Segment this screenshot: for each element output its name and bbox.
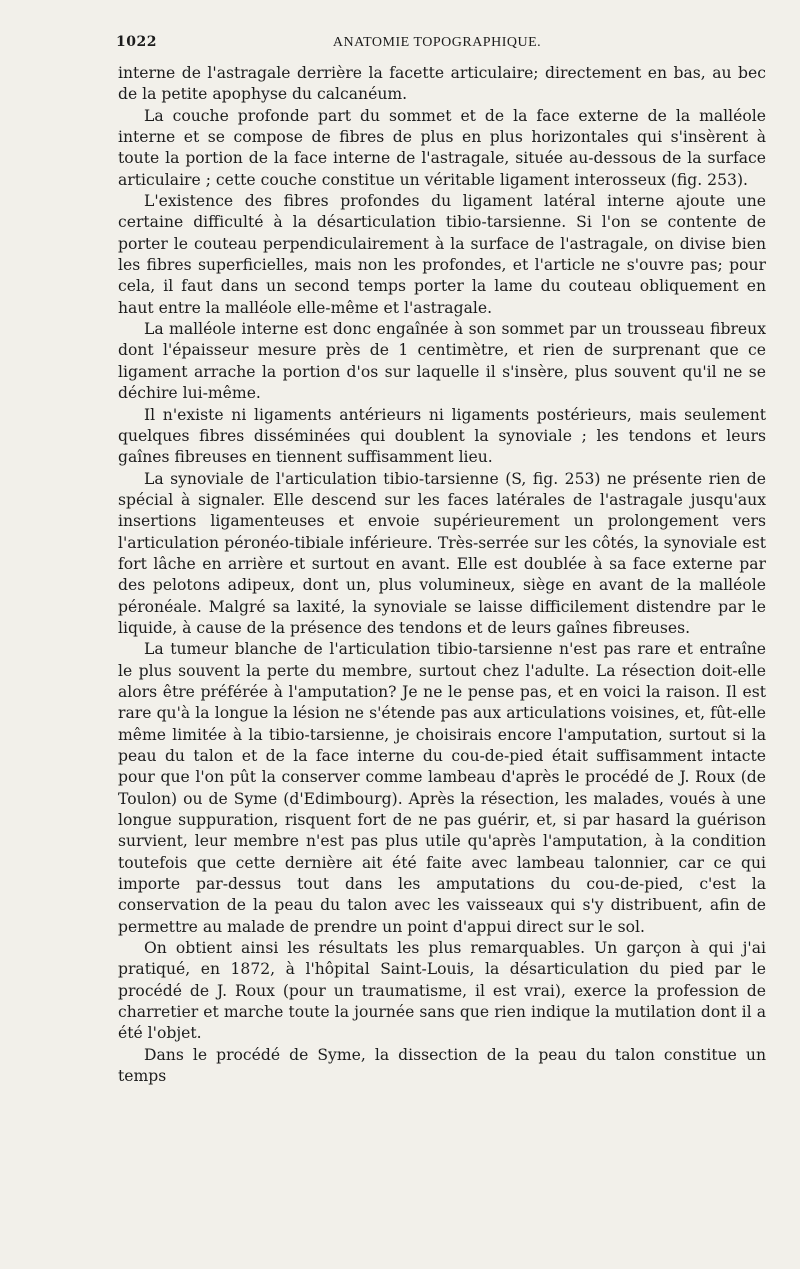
body-text (118, 63, 766, 1088)
paragraph: La tumeur blanche de l'articulation tibio-tarsienne n'est pas rare et entraîne le plus souvent la perte du membre, surtout chez l'adulte. La résection doit-elle alors être préférée à l'amputation? Je ne le pense pas, et en voici la raison. Il est rare qu'à la longue la lésion ne s'étende pas aux articulations voisines, et, fût-elle même limitée à la tibio-tarsienne, je choisirais encore l'amputation, surtout si la peau du talon et de la face interne du cou-de-pied était suffisamment intacte pour que l'on pût la conserver comme lambeau d'après le procédé de J. Roux (de Toulon) ou de Syme (d'Edimbourg). Après la résection, les malades, voués à une longue suppuration, risquent fort de ne pas guérir, et, si par hasard la guérison survient, leur membre n'est pas plus utile qu'après l'amputation, à la condition toutefois que cette dernière ait été faite avec lambeau talonnier, car ce qui importe par-dessus tout dans les amputations du cou-de-pied, c'est la conservation de la peau du talon avec les vaisseaux qui s'y distribuent, afin de permettre au malade de prendre un point d'appui direct sur le sol. (118, 640, 766, 936)
page-number: 1022 (116, 34, 157, 50)
paragraph: On obtient ainsi les résultats les plus remarquables. Un garçon à qui j'ai pratiqué, en 1872, à l'hôpital Saint-Louis, la désarticulation du pied par le procédé de J. Roux (pour un traumatisme, il est vrai), exerce la profession de charretier et marche toute la journée sans que rien indique la mutilation dont il a été l'objet. (118, 939, 766, 1043)
running-head (118, 34, 766, 51)
paragraph: La malléole interne est donc engaînée à son sommet par un trousseau fibreux dont l'épaisseur mesure près de 1 centimètre, et rien de surprenant que ce ligament arrache la portion d'os sur laquelle il s'insère, plus souvent qu'il ne se déchire lui-même. (118, 320, 766, 403)
paragraph: L'existence des fibres profondes du ligament latéral interne ajoute une certaine difficulté à la désarticulation tibio-tarsienne. Si l'on se contente de porter le couteau perpendiculairement à la surface de l'astragale, on divise bien les fibres superficielles, mais non les profondes, et l'article ne s'ouvre pas; pour cela, il faut dans un second temps porter la lame du couteau obliquement en haut entre la malléole elle-même et l'astragale. (118, 192, 766, 317)
running-title: ANATOMIE TOPOGRAPHIQUE. (332, 35, 542, 50)
paragraph: interne de l'astragale derrière la facette articulaire; directement en bas, au bec de la petite apophyse du calcanéum. (118, 64, 766, 104)
paragraph: Dans le procédé de Syme, la dissection de la peau du talon constitue un temps (118, 1045, 766, 1086)
paragraph: Il n'existe ni ligaments antérieurs ni ligaments postérieurs, mais seulement quelques fibres disséminées qui doublent la synoviale ; les tendons et leurs gaînes fibreuses en tiennent suffisamment lieu. (118, 405, 766, 467)
paragraph: La couche profonde part du sommet et de la face externe de la malléole interne et se compose de fibres de plus en plus horizontales qui s'insèrent à toute la portion de la face interne de l'astragale, située au-dessous de la surface articulaire ; cette couche constitue un véritable ligament interosseux (fig. 253). (118, 106, 766, 189)
paragraph: La synoviale de l'articulation tibio-tarsienne (S, fig. 253) ne présente rien de spécial à signaler. Elle descend sur les faces latérales de l'astragale jusqu'aux insertions ligamenteuses et envoie supérieurement un prolongement vers l'articulation péronéo-tibiale inférieure. Très-serrée sur les côtés, la synoviale est fort lâche en arrière et surtout en avant. Elle est doublée à sa face externe par des pelotons adipeux, dont un, plus volumineux, siège en avant de la malléole péronéale. Malgré sa laxité, la synoviale se laisse difficilement distendre par le liquide, à cause de la présence des tendons et de leurs gaînes fibreuses. (118, 469, 766, 637)
